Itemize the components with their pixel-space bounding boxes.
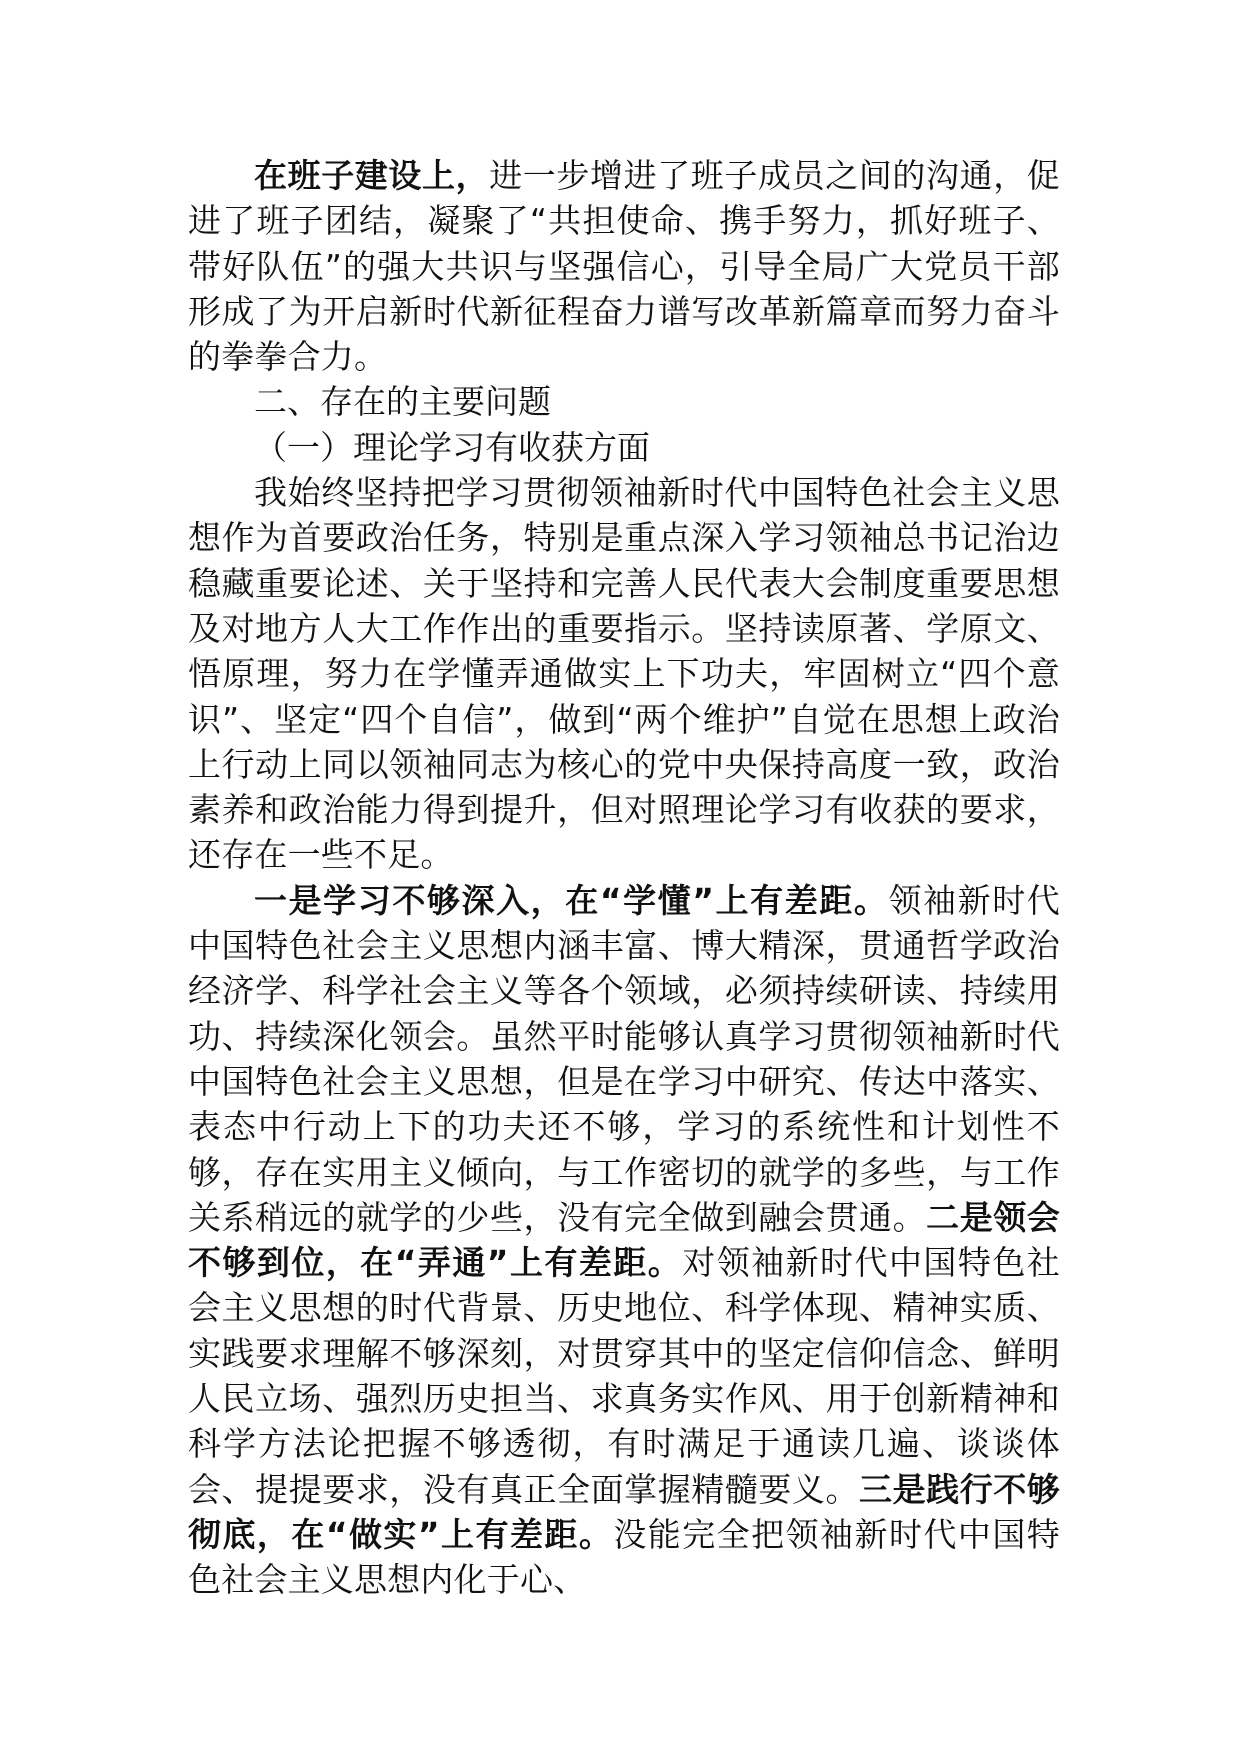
- paragraph-problems: [188, 878, 1060, 1603]
- document-page: [188, 153, 1060, 1603]
- problem-two-text: 对领袖新时代中国特色社会主义思想的时代背景、历史地位、科学体现、精神实质、实践要求理解不够深刻，对贯穿其中的坚定信仰信念、鲜明人民立场、强烈历史担当、求真务实作风、用于创新精神和科学方法论把握不够透彻，有时满足于通读几遍、谈谈体会、提提要求，没有真正全面掌握精髓要义。: [188, 1243, 1060, 1509]
- problem-three-bold: 三是践行不够彻底，在“做实”上有差距。: [188, 1469, 1061, 1554]
- paragraph-lead-bold: 在班子建设上，: [254, 156, 490, 195]
- problem-one-bold: 一是学习不够深入，在“学懂”上有差距。: [254, 880, 889, 920]
- problem-three-text: 没能完全把领袖新时代中国特色社会主义思想内化于心、: [188, 1514, 1060, 1600]
- section-heading: 二、存在的主要问题: [254, 382, 551, 422]
- paragraph-team-building: [188, 153, 1060, 379]
- subsection-heading: （一）理论学习有收获方面: [254, 427, 650, 467]
- problem-two-bold: 二是领会不够到位，在“弄通”上有差距。: [188, 1197, 1060, 1283]
- paragraph-theory-study: 我始终坚持把学习贯彻领袖新时代中国特色社会主义思想作为首要政治任务，特别是重点深入学习领袖总书记治边稳藏重要论述、关于坚持和完善人民代表大会制度重要思想及对地方人大工作作出的重要指示。坚持读原著、学原文、悟原理，努力在学懂弄通做实上下功夫，牢固树立“四个意识”、坚定“四个自信”，做到“两个维护”自觉在思想上政治上行动上同以领袖同志为核心的党中央保持高度一致，政治素养和政治能力得到提升，但对照理论学习有收获的要求，还存在一些不足。: [188, 473, 1060, 875]
- paragraph-body: 进一步增进了班子成员之间的沟通，促进了班子团结，凝聚了“共担使命、携手努力，抓好班子、带好队伍”的强大共识与坚强信心，引导全局广大党员干部形成了为开启新时代新征程奋力谱写改革新篇章而努力奋斗的拳拳合力。: [188, 156, 1060, 377]
- problem-one-text: 领袖新时代中国特色社会主义思想内涵丰富、博大精深，贯通哲学政治经济学、科学社会主义等各个领域，必须持续研读、持续用功、持续深化领会。虽然平时能够认真学习贯彻领袖新时代中国特色社会主义思想，但是在学习中研究、传达中落实、表态中行动上下的功夫还不够，学习的系统性和计划性不够，存在实用主义倾向，与工作密切的就学的多些，与工作关系稍远的就学的少些，没有完全做到融会贯通。: [188, 880, 1061, 1237]
